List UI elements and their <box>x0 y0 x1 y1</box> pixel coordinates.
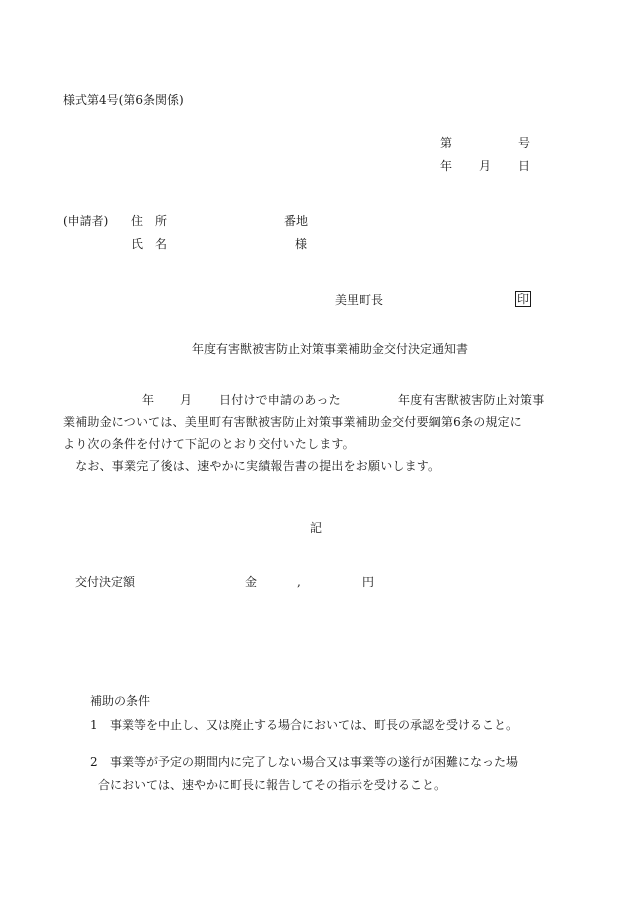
seal-label: 印 <box>517 292 530 306</box>
doc-number-go: 号 <box>518 136 531 150</box>
date-month: 月 <box>479 159 492 173</box>
body-line2: 業補助金については、美里町有害獣被害防止対策事業補助金交付要綱第6条の規定に <box>63 415 522 429</box>
seal-box <box>515 291 531 307</box>
condition-2-text: 事業等が予定の期間内に完了しない場合又は事業等の遂行が困難になった場 <box>110 755 519 769</box>
name-label: 氏 名 <box>131 237 168 251</box>
conditions-heading: 補助の条件 <box>90 694 151 708</box>
address-suffix: 番地 <box>284 214 309 228</box>
name-suffix: 様 <box>295 237 308 251</box>
body-line1-month: 月 <box>180 393 193 407</box>
amount-comma: , <box>297 575 301 589</box>
issuer-title: 美里町長 <box>335 293 384 307</box>
amount-label: 交付決定額 <box>75 575 136 589</box>
applicant-prefix: (申請者) <box>63 214 109 228</box>
body-line1-date: 日付けで申請のあった <box>219 393 341 407</box>
date-year: 年 <box>440 159 453 173</box>
condition-1-text: 事業等を中止し、又は廃止する場合においては、町長の承認を受けること。 <box>110 718 519 732</box>
document-title: 年度有害獣被害防止対策事業補助金交付決定通知書 <box>192 342 469 356</box>
form-label: 様式第4号(第6条関係) <box>63 93 184 107</box>
date-day: 日 <box>518 159 531 173</box>
address-label: 住 所 <box>131 214 168 228</box>
amount-kin: 金 <box>245 575 258 589</box>
body-line3: より次の条件を付けて下記のとおり交付いたします。 <box>63 437 355 451</box>
body-line1-year: 年 <box>142 393 155 407</box>
doc-number-dai: 第 <box>440 136 453 150</box>
body-line1-end: 年度有害獣被害防止対策事 <box>398 393 545 407</box>
condition-2-text-cont: 合においては、速やかに町長に報告してその指示を受けること。 <box>98 778 447 792</box>
ki-label: 記 <box>310 521 323 535</box>
condition-1-num: 1 <box>90 718 98 732</box>
condition-2-num: 2 <box>90 755 98 769</box>
amount-yen: 円 <box>362 575 375 589</box>
body-line4: なお、事業完了後は、速やかに実績報告書の提出をお願いします。 <box>63 459 441 473</box>
